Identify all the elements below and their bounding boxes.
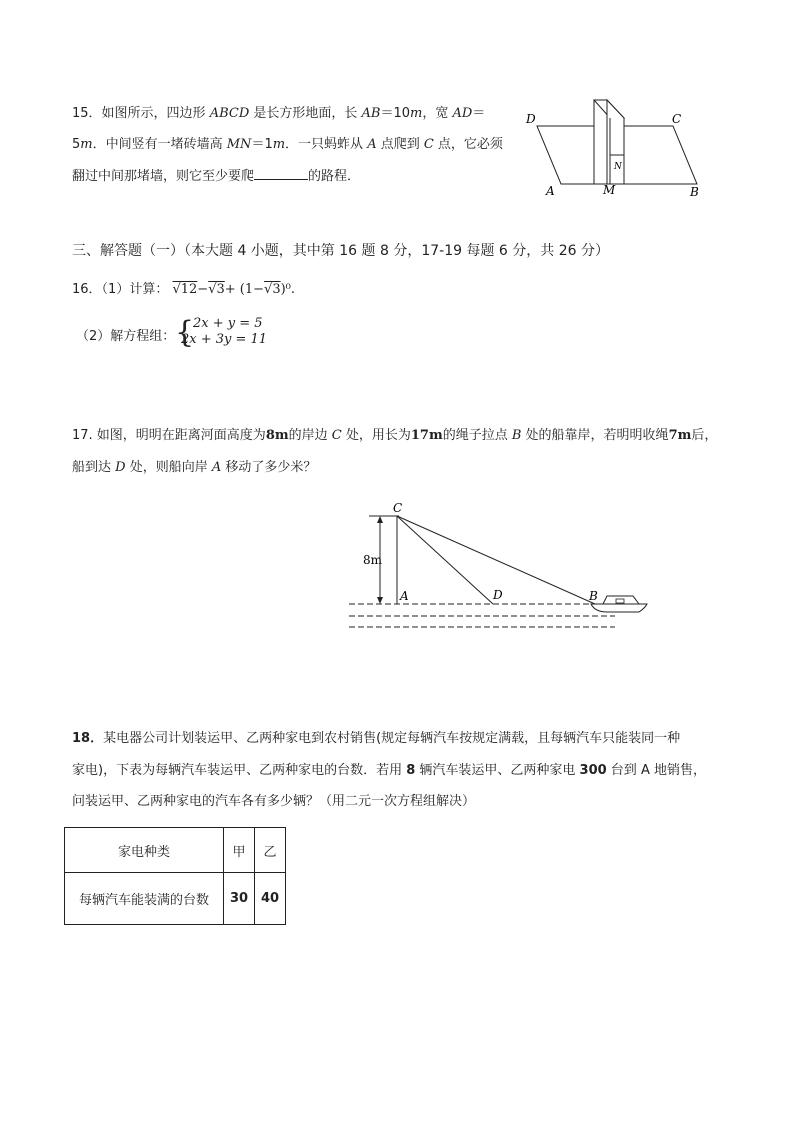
label-height: 8m	[363, 553, 383, 567]
label-n: N	[614, 162, 622, 172]
arrow-head-bottom	[377, 597, 383, 604]
q15-line2: 5m．中间竖有一堵砖墙高 MN＝1m．一只蚂蚱从 A 点爬到 C 点，它必须	[72, 137, 503, 152]
table-cell: 每辆汽车能装满的台数	[65, 873, 224, 925]
q16-eq2: 2x + 3y = 11	[181, 332, 268, 347]
label-b: B	[690, 185, 699, 199]
label-d: D	[526, 112, 536, 126]
q16-part1: 16．（1）计算： √12−√3+ (1−√3)⁰.	[72, 282, 296, 297]
label-a: A	[546, 184, 555, 198]
label-a: A	[400, 589, 409, 603]
table-cell: 40	[255, 873, 286, 925]
boat-icon	[591, 596, 647, 612]
table-header-cell: 家电种类	[65, 828, 224, 873]
q16-brace: {	[175, 315, 195, 350]
q17-figure	[345, 500, 655, 635]
q17-line1: 17. 如图，明明在距离河面高度为8m的岸边 C 处，用长为17m的绳子拉点 B 处的船靠岸，若明明收绳7m后，	[72, 428, 718, 443]
label-c: C	[672, 112, 682, 126]
label-b: B	[589, 589, 598, 603]
label-c: C	[393, 501, 403, 515]
appliance-table	[64, 827, 286, 925]
section3-title: 三、解答题（一）（本大题 4 小题，其中第 16 题 8 分，17-19 每题 6 分，共 26 分）	[72, 243, 609, 259]
q17-line2: 船到达 D 处，则船向岸 A 移动了多少米？	[72, 460, 317, 475]
q18-line3: 问装运甲、乙两种家电的汽车各有多少辆？（用二元一次方程组解决）	[72, 794, 476, 809]
q15-line3: 翻过中间那堵墙，则它至少要爬 的路程．	[72, 165, 360, 187]
q15-figure	[520, 95, 710, 205]
label-d: D	[493, 588, 503, 602]
table-cell: 30	[224, 873, 255, 925]
arrow-head-top	[377, 516, 383, 523]
q15-line1: 15．如图所示，四边形 ABCD 是长方形地面，长 AB＝10m，宽 AD＝	[72, 106, 486, 121]
q18-line1: 18．某电器公司计划装运甲、乙两种家电到农村销售(规定每辆汽车按规定满载，且每辆汽车只能装同一种	[72, 731, 681, 746]
table-row	[65, 873, 286, 925]
table-header-row	[65, 828, 286, 873]
table-header-cell: 甲	[224, 828, 255, 873]
q18-line2: 家电)，下表为每辆汽车装运甲、乙两种家电的台数．若用 8 辆汽车装运甲、乙两种家电 300 台到 A 地销售，	[72, 763, 706, 778]
table-header-cell: 乙	[255, 828, 286, 873]
q16-part2-label: （2）解方程组：	[76, 329, 176, 344]
sqrt12: √12	[172, 282, 198, 297]
rope-cd	[397, 516, 493, 604]
answer-blank	[254, 165, 308, 180]
sqrt3-b: √3	[264, 282, 281, 297]
label-m: M	[603, 183, 616, 197]
q16-eq1: 2x + y = 5	[193, 316, 263, 331]
sqrt3: √3	[208, 282, 225, 297]
